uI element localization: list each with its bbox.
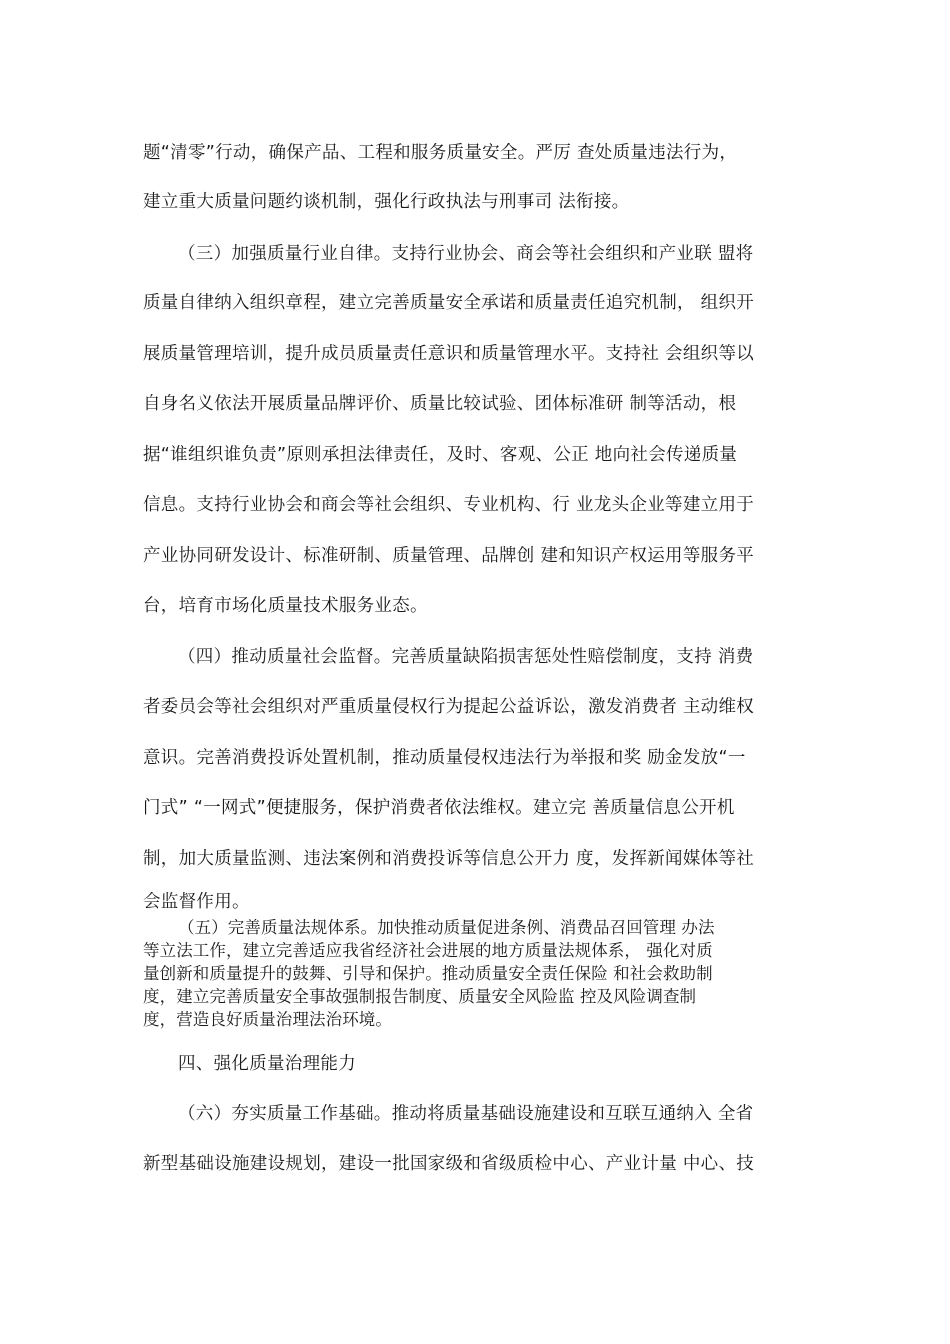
text-line: 产业协同研发设计、标准研制、质量管理、品牌创 建和知识产权运用等服务平 — [143, 546, 755, 566]
text-line: 新型基础设施建设规划，建设一批国家级和省级质检中心、产业计量 中心、技 — [143, 1154, 755, 1174]
text-line: 会监督作用。 — [143, 892, 250, 912]
text-line: 等立法工作，建立完善适应我省经济社会进展的地方质量法规体系， 强化对质 — [143, 941, 713, 960]
text-line: 台，培育市场化质量技术服务业态。 — [143, 596, 428, 616]
section-heading: 四、强化质量治理能力 — [178, 1054, 356, 1074]
text-line: 题“清零”行动，确保产品、工程和服务质量安全。严厉 查处质量违法行为， — [143, 143, 738, 163]
text-line: 展质量管理培训，提升成员质量责任意识和质量管理水平。支持社 会组织等以 — [143, 344, 755, 364]
text-line: 度，建立完善质量安全事故强制报告制度、质量安全风险监 控及风险调查制 — [143, 987, 697, 1006]
text-line: 意识。完善消费投诉处置机制，推动质量侵权违法行为举报和奖 励金发放“一 — [143, 748, 746, 768]
text-line: 据“谁组织谁负责”原则承担法律责任，及时、客观、公正 地向社会传递质量 — [143, 445, 738, 465]
paragraph-start-line: （五）完善质量法规体系。加快推动质量促进条例、消费品召回管理 办法 — [178, 918, 715, 937]
text-line: 建立重大质量问题约谈机制，强化行政执法与刑事司 法衔接。 — [143, 192, 630, 212]
text-line: 门式” “一网式”便捷服务，保护消费者依法维权。建立完 善质量信息公开机 — [143, 798, 735, 818]
text-line: 者委员会等社会组织对严重质量侵权行为提起公益诉讼，激发消费者 主动维权 — [143, 697, 755, 717]
paragraph-start-line: （六）夯实质量工作基础。推动将质量基础设施建设和互联互通纳入 全省 — [178, 1104, 754, 1124]
paragraph-start-line: （三）加强质量行业自律。支持行业协会、商会等社会组织和产业联 盟将 — [178, 244, 754, 264]
text-line: 质量自律纳入组织章程，建立完善质量安全承诺和质量责任追究机制， 组织开 — [143, 293, 755, 313]
text-line: 信息。支持行业协会和商会等社会组织、专业机构、行 业龙头企业等建立用于 — [143, 495, 755, 515]
text-line: 自身名义依法开展质量品牌评价、质量比较试验、团体标准研 制等活动，根 — [143, 394, 737, 414]
text-line: 量创新和质量提升的鼓舞、引导和保护。推动质量安全责任保险 和社会救助制 — [143, 964, 713, 983]
text-line: 度，营造良好质量治理法治环境。 — [143, 1010, 392, 1029]
paragraph-start-line: （四）推动质量社会监督。完善质量缺陷损害惩处性赔偿制度，支持 消费 — [178, 647, 754, 667]
text-line: 制，加大质量监测、违法案例和消费投诉等信息公开力 度，发挥新闻媒体等社 — [143, 849, 755, 869]
